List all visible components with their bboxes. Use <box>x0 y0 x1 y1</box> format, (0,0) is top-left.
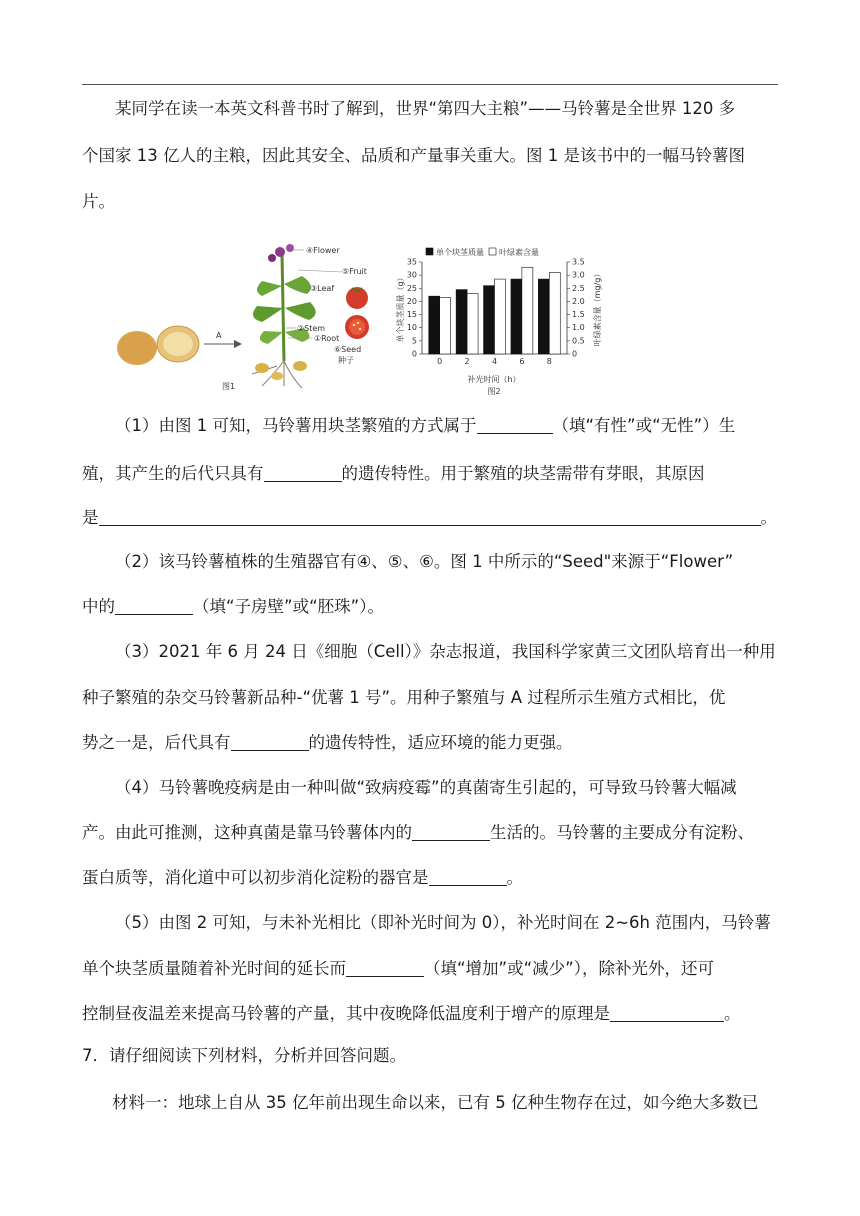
y-tick-left: 25 <box>406 283 417 293</box>
y-label-left: 单个块茎质量（g） <box>396 273 405 343</box>
q1-text-d: 的遗传特性。用于繁殖的块茎需带有芽眼，其原因 <box>341 464 705 483</box>
q1-blank-1 <box>477 417 553 434</box>
q3-text-c: 势之一是，后代具有 <box>82 733 231 752</box>
q4-line-3 <box>82 867 778 888</box>
q5-line-3 <box>82 1003 778 1024</box>
bar-chlorophyll <box>467 294 478 354</box>
bar-chlorophyll <box>522 267 533 354</box>
intro-line-1: 某同学在读一本英文科普书时了解到，世界“第四大主粮”——马铃薯是全世界 120 多 <box>115 99 736 118</box>
q5-line-2 <box>82 958 778 979</box>
figure-1 <box>112 236 632 402</box>
y-tick-left: 35 <box>406 257 417 267</box>
q3-text-d: 的遗传特性，适应环境的能力更强。 <box>308 733 573 752</box>
q7-title: 7．请仔细阅读下列材料，分析并回答问题。 <box>82 1046 406 1065</box>
figures <box>112 236 632 402</box>
q3-blank <box>231 734 309 751</box>
y-tick-left: 30 <box>406 270 417 280</box>
q1-text-c: 殖，其产生的后代只具有 <box>82 464 264 483</box>
figure1-caption: 图1 <box>222 382 236 391</box>
q1-line-3 <box>82 507 778 528</box>
bar-chlorophyll <box>495 279 506 354</box>
q3-line-1: （3）2021 年 6 月 24 日《细胞（Cell）》杂志报道，我国科学家黄三文团队培育出一种用 <box>115 642 776 661</box>
x-tick: 2 <box>464 357 470 366</box>
q3-line-3 <box>82 732 778 753</box>
x-label: 补光时间（h） <box>467 375 521 384</box>
y-tick-left: 5 <box>411 336 417 346</box>
q3-line-2: 种子繁殖的杂交马铃薯新品种-“优薯 1 号”。用种子繁殖与 A 过程所示生殖方式相比，优 <box>82 688 726 707</box>
label-leaf: ③Leaf <box>310 284 335 293</box>
figure2-caption: 图2 <box>487 387 501 396</box>
q1-blank-2 <box>264 465 342 482</box>
potato-whole-icon <box>117 331 157 365</box>
q5-text-c: （填“增加”或“减少”），除补光外，还可 <box>424 959 714 978</box>
label-fruit: ⑤Fruit <box>342 267 367 276</box>
q1-line-2 <box>82 463 778 484</box>
y-tick-left: 15 <box>406 310 417 320</box>
x-tick: 0 <box>437 357 443 366</box>
q4-blank-1 <box>412 824 490 841</box>
q2-text-b: 中的 <box>82 597 115 616</box>
q7-material-1: 材料一：地球上自从 35 亿年前出现生命以来，已有 5 亿种生物存在过，如今绝大多数已 <box>112 1093 759 1112</box>
q5-text-e: 。 <box>724 1004 741 1023</box>
label-stem: ②Stem <box>297 324 326 333</box>
x-tick: 4 <box>491 357 498 366</box>
label-seed: ⑥Seed <box>334 345 362 354</box>
q5-blank-2 <box>610 1005 724 1022</box>
q4-text-d: 蛋白质等，消化道中可以初步消化淀粉的器官是 <box>82 868 429 887</box>
q1-text-f: 。 <box>760 508 777 527</box>
q1-line-1 <box>82 415 778 436</box>
y-tick-left: 10 <box>406 323 417 333</box>
q5-text-d: 控制昼夜温差来提高马铃薯的产量，其中夜晚降低温度利于增产的原理是 <box>82 1004 610 1023</box>
q2-blank <box>115 598 193 615</box>
q1-text-b: （填“有性”或“无性”）生 <box>552 416 736 435</box>
potato-plant-icon <box>252 244 316 388</box>
q5-blank-1 <box>346 960 424 977</box>
arrow-label: A <box>216 331 222 340</box>
y-label-right: 叶绿素含量（mg/g） <box>593 269 602 347</box>
bar-tuber-mass <box>511 279 522 354</box>
y-tick-right: 3.0 <box>572 270 585 280</box>
legend-chlorophyll: 叶绿素含量 <box>499 248 539 257</box>
q5-line-1: （5）由图 2 可知，与未补光相比（即补光时间为 0），补光时间在 2~6h 范围内，马铃薯 <box>115 913 771 932</box>
q1-text-e: 是 <box>82 508 99 527</box>
y-tick-right: 1.5 <box>572 310 585 320</box>
legend-swatch-mass <box>426 248 433 255</box>
y-tick-right: 1.0 <box>572 323 585 333</box>
q1-text-a: （1）由图 1 可知，马铃薯用块茎繁殖的方式属于 <box>115 416 477 435</box>
q4-text-e: 。 <box>506 868 523 887</box>
bar-tuber-mass <box>456 290 467 354</box>
q4-text-b: 产。由此可推测，这种真菌是靠马铃薯体内的 <box>82 823 412 842</box>
y-tick-right: 0.5 <box>572 336 585 346</box>
y-tick-right: 2.5 <box>572 283 585 293</box>
label-flower: ④Flower <box>306 246 340 255</box>
figure-2-chart <box>395 247 602 396</box>
q5-text-b: 单个块茎质量随着补光时间的延长而 <box>82 959 346 978</box>
legend-mass: 单个块茎质量 <box>436 248 484 257</box>
intro-line-3: 片。 <box>82 192 115 211</box>
y-tick-left: 20 <box>406 296 417 306</box>
y-tick-left: 0 <box>411 349 417 359</box>
q4-line-2 <box>82 822 778 843</box>
y-tick-right: 3.5 <box>572 257 585 267</box>
top-rule <box>82 84 778 85</box>
q4-line-1: （4）马铃薯晚疫病是由一种叫做“致病疫霉”的真菌寄生引起的，可导致马铃薯大幅减 <box>115 778 737 797</box>
y-tick-right: 2.0 <box>572 296 585 306</box>
x-tick: 6 <box>519 357 525 366</box>
intro-line-2: 个国家 13 亿人的主粮，因此其安全、品质和产量事关重大。图 1 是该书中的一幅马铃薯图 <box>82 146 745 165</box>
q2-line-1: （2）该马铃薯植株的生殖器官有④、⑤、⑥。图 1 中所示的“Seed"来源于“Flower” <box>115 552 734 571</box>
bar-tuber-mass <box>538 279 549 354</box>
bar-tuber-mass <box>429 296 440 354</box>
q1-blank-3 <box>99 509 761 526</box>
label-seed-cn: 种子 <box>338 356 354 365</box>
q2-line-2 <box>82 596 778 617</box>
q4-blank-2 <box>429 869 507 886</box>
bar-tuber-mass <box>484 286 495 354</box>
y-tick-right: 0 <box>572 349 578 359</box>
q4-text-c: 生活的。马铃薯的主要成分有淀粉、 <box>490 823 754 842</box>
legend-swatch-chlorophyll <box>489 248 496 255</box>
bar-chlorophyll <box>549 273 560 354</box>
q2-text-c: （填“子房壁”或“胚珠”）。 <box>193 597 384 616</box>
x-tick: 8 <box>546 357 552 366</box>
label-root: ①Root <box>314 334 340 343</box>
bar-chlorophyll <box>440 297 451 354</box>
